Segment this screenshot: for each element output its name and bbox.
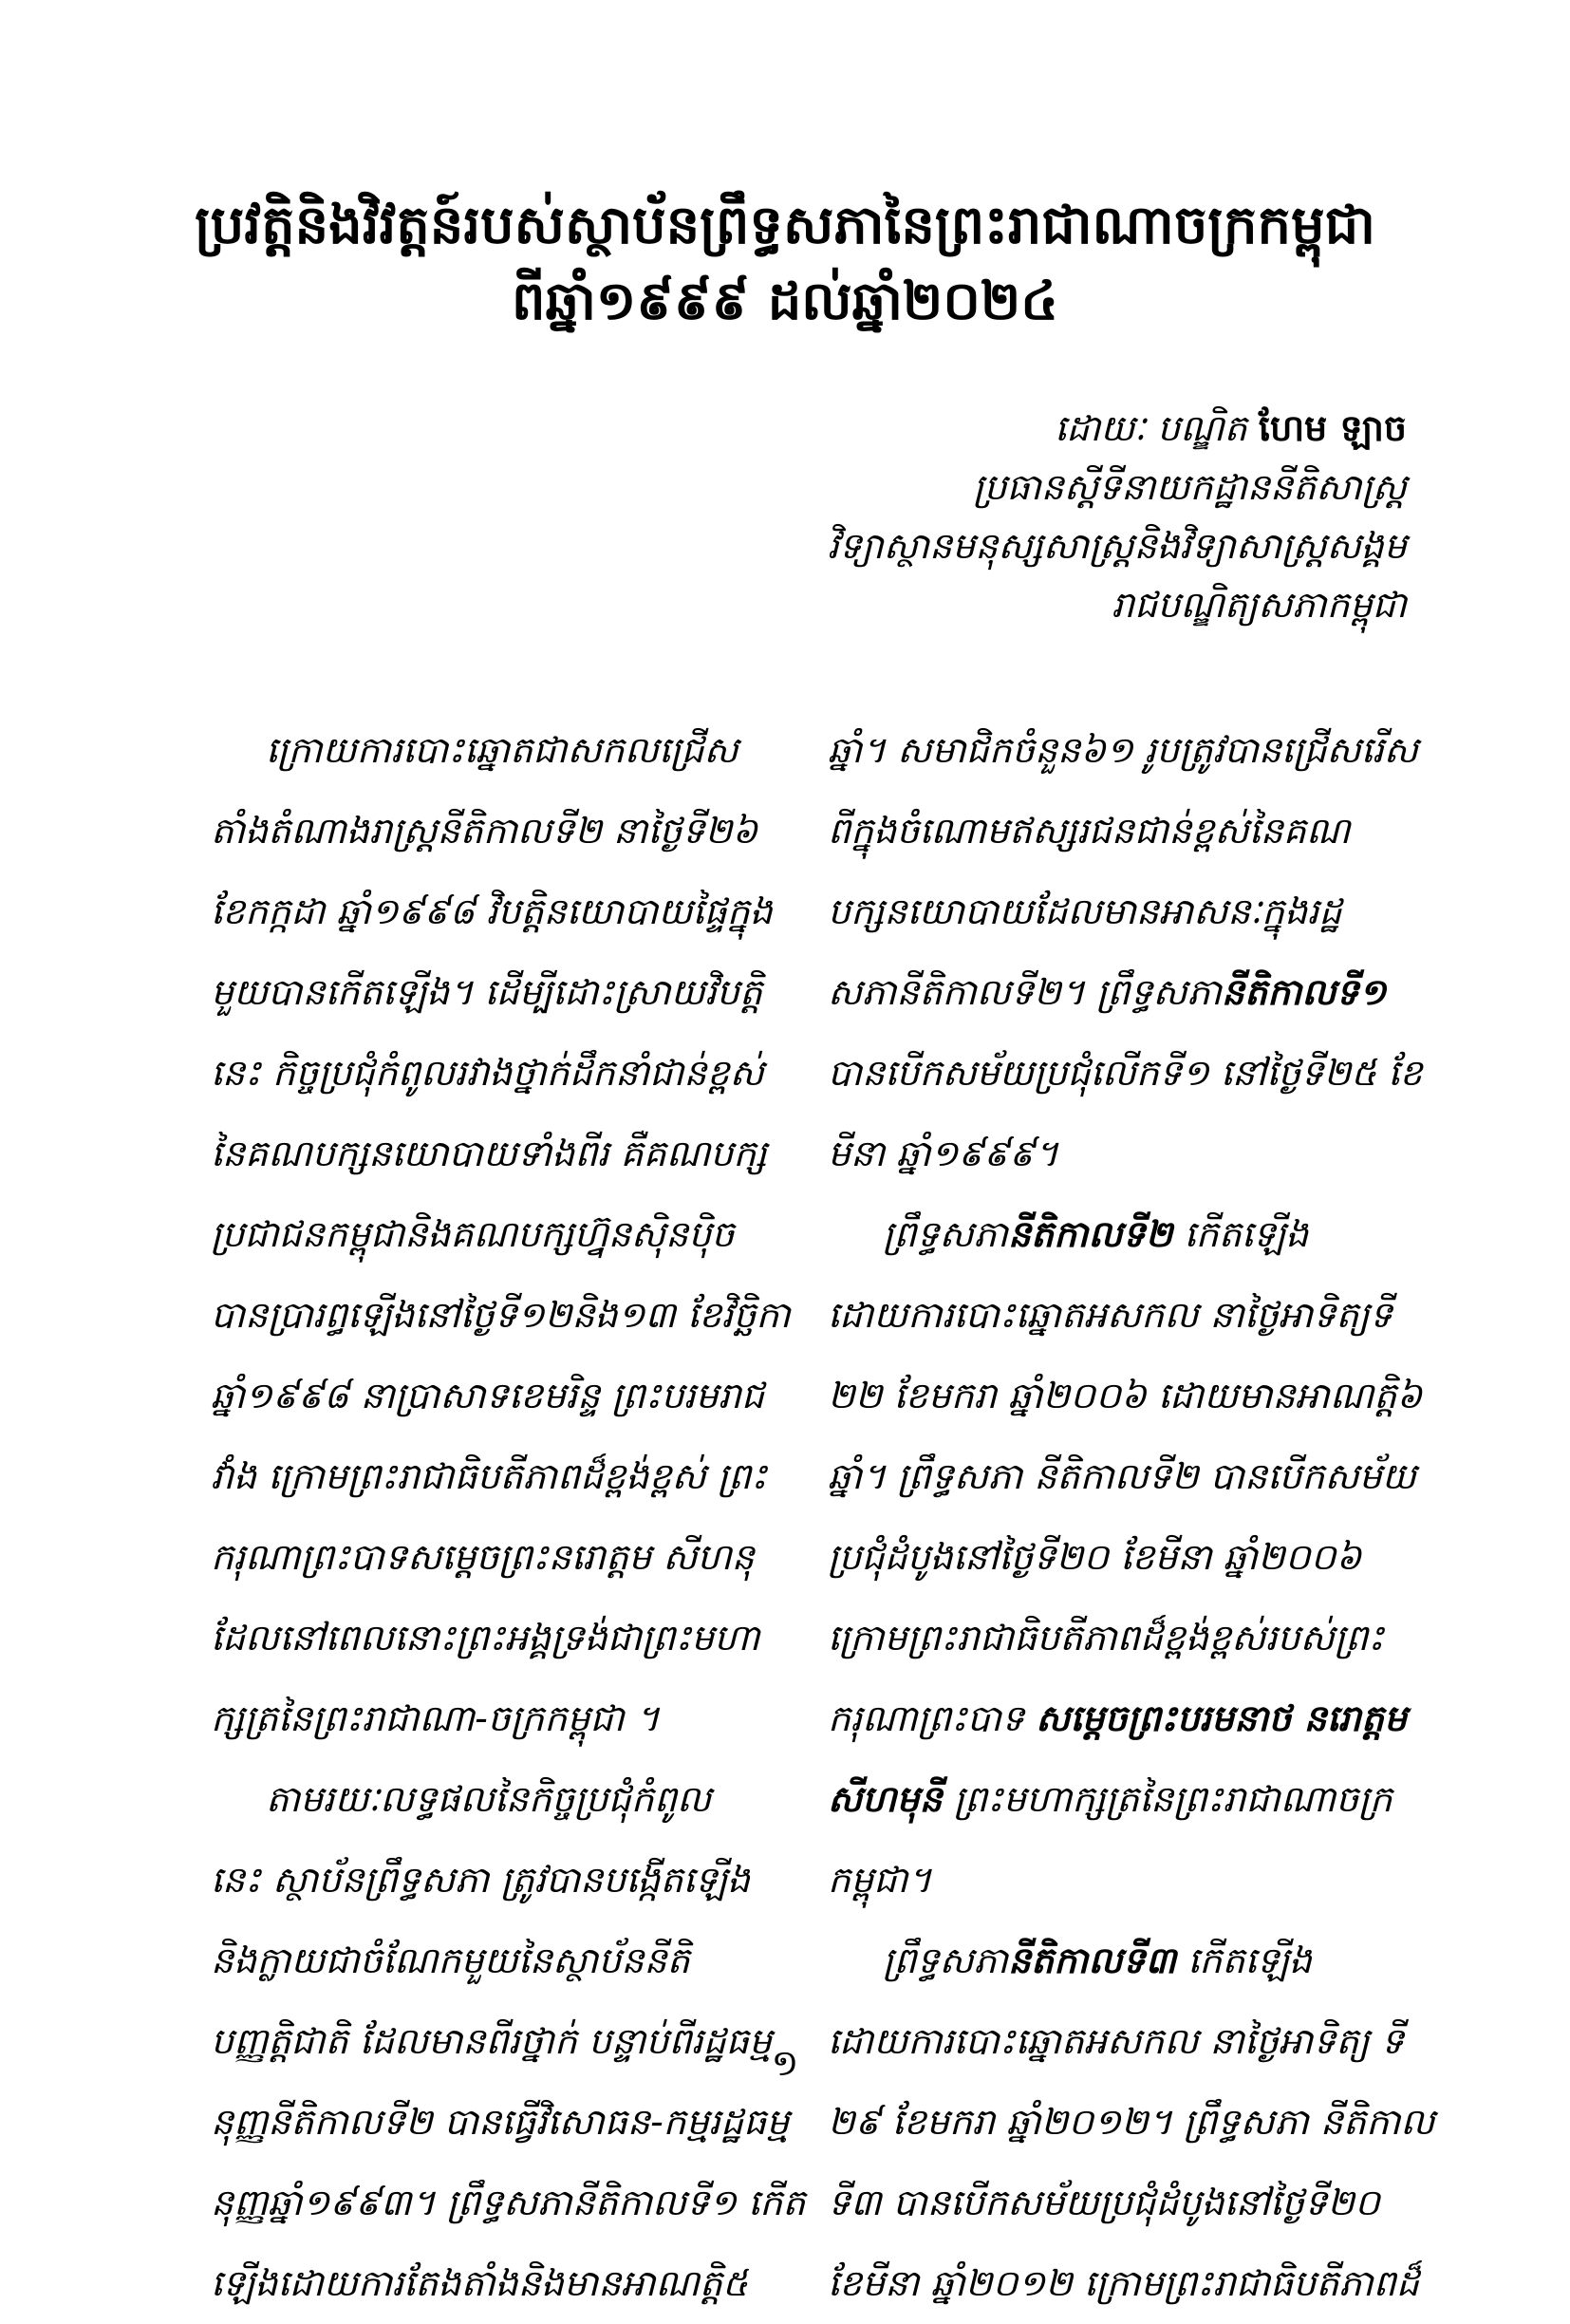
author-academy: រាជបណ្ឌិត្យសភាកម្ពុជា [1112, 584, 1407, 626]
body-text: សភានីតិកាលទី២។ ព្រឹទ្ធសភា [828, 971, 1222, 1013]
body-line [828, 952, 1387, 1033]
bold-term: សីហមុនី [828, 1778, 943, 1820]
bold-term: នីតិកាលទី២ [1007, 1213, 1173, 1255]
body-line [828, 1921, 1369, 2001]
document-title-line-2: ពីឆ្នាំ១៩៩៩ ដល់ឆ្នាំ២០២៤ [512, 271, 1058, 332]
body-line: បានប្រារព្ធឡើងនៅថ្ងៃទី១២និង១៣ ខែវិច្ឆិកា [211, 1294, 791, 1336]
body-line: ខែមីនា ឆ្នាំ២០១២ ក្រោមព្រះរាជាធិបតីភាពដ៏ [828, 2262, 1419, 2304]
body-line [828, 1759, 1392, 1840]
body-line: បក្សនយោបាយដែលមានអាសនៈក្នុងរដ្ឋ [828, 890, 1342, 932]
author-name: ហែម ឡាច [1258, 407, 1407, 449]
bold-term: សម្តេចព្រះបរមនាថ នរោត្តម [1036, 1697, 1408, 1739]
body-text: ព្រឹទ្ធសភា [883, 1940, 1008, 1981]
body-line: មួយបានកើតឡើង។ ដើម្បីដោះស្រាយវិបត្តិ [211, 971, 763, 1013]
body-line: ដោយការបោះឆ្នោតអសកល នាថ្ងៃអាទិត្យ ទី [828, 2020, 1404, 2062]
body-line: បានបើកសម័យប្រជុំលើកទី១ នៅថ្ងៃទី២៥ ខែ [828, 1052, 1423, 1094]
body-line: ឆ្នាំ។ ព្រឹទ្ធសភា នីតិកាលទី២ បានបើកសម័យ [828, 1455, 1416, 1497]
body-line: នុញ្ញឆ្នាំ១៩៩៣។ ព្រឹទ្ធសភានីតិកាលទី១ កើត [211, 2182, 806, 2223]
body-line: ឆ្នាំ១៩៩៨ នាប្រាសាទខេមរិន្ទ ព្រះបរមរាជ [211, 1375, 765, 1416]
author-by-prefix: ដោយៈ បណ្ឌិត [1055, 407, 1247, 449]
author-institute: វិទ្យាស្ថានមនុស្សសាស្ត្រនិងវិទ្យាសាស្ត្រសង្គម [827, 525, 1407, 567]
bold-term: នីតិកាលទី៣ [1007, 1940, 1177, 1981]
body-line: និងក្លាយជាចំណែកមួយនៃស្ថាប័ននីតិ [211, 1940, 690, 1981]
body-line: ក្សត្រនៃព្រះរាជាណា-ចក្រកម្ពុជា ។ [211, 1697, 660, 1739]
body-line: ២៩ ខែមករា ឆ្នាំ២០១២។ ព្រឹទ្ធសភា នីតិកាល [828, 2101, 1435, 2143]
body-text: កើតឡើង [1184, 1213, 1309, 1255]
body-line: ទី៣ បានបើកសម័យប្រជុំដំបូងនៅថ្ងៃទី២០ [828, 2182, 1380, 2223]
body-line [828, 1194, 1369, 1275]
bold-term: នីតិកាលទី១ [1221, 971, 1387, 1013]
document-title-line-1: ប្រវត្តិនិងវិវត្តន៍របស់ស្ថាប័នព្រឹទ្ធសភានៃព្រះរាជាណាចក្រកម្ពុជា [195, 195, 1375, 256]
body-text: ករុណាព្រះបាទ [828, 1697, 1025, 1739]
body-line: ក្រោយការបោះឆ្នោតជាសកលជ្រើស [266, 729, 738, 771]
body-line: វាំង ក្រោមព្រះរាជាធិបតីភាពដ៏ខ្ពង់ខ្ពស់ ព្រះ [211, 1455, 767, 1497]
body-line [828, 1678, 1408, 1759]
page-number: ១ [771, 2042, 799, 2084]
body-line: ខែកក្កដា ឆ្នាំ១៩៩៨ វិបត្តិនយោបាយផ្ទៃក្នុង [211, 890, 773, 932]
body-text: កើតឡើង [1187, 1940, 1313, 1981]
body-line: នេះ ស្ថាប័នព្រឹទ្ធសភា ត្រូវបានបង្កើតឡើង [211, 1859, 751, 1901]
body-line: មីនា ឆ្នាំ១៩៩៩។ [828, 1133, 1059, 1174]
body-line: ឡើងដោយការតែងតាំងនិងមានអាណត្តិ៥ [211, 2262, 748, 2304]
author-byline [552, 399, 1407, 458]
body-line: នៃគណបក្សនយោបាយទាំងពីរ គឺគណបក្ស [211, 1133, 767, 1174]
body-line: តាំងតំណាងរាស្ត្រនីតិកាលទី២ នាថ្ងៃទី២៦ [211, 810, 758, 852]
body-line: នុញ្ញនីតិកាលទី២ បានធ្វើវិសោធន-កម្មរដ្ឋធម្ម [211, 2101, 790, 2143]
body-line: ក្រោមព្រះរាជាធិបតីភាពដ៏ខ្ពង់ខ្ពស់របស់ព្រះ [828, 1617, 1384, 1659]
body-line: បញ្ញត្តិជាតិ ដែលមានពីរថ្នាក់ បន្ទាប់ពីរដ្ឋធម្ម [211, 2020, 773, 2062]
body-line: ឆ្នាំ។ សមាជិកចំនួន៦១ រូបត្រូវបានជ្រើសរើស [828, 729, 1418, 771]
body-text: ព្រះមហាក្សត្រនៃព្រះរាជាណាចក្រ [953, 1778, 1392, 1820]
body-line: ដែលនៅពេលនោះព្រះអង្គទ្រង់ជាព្រះមហា [211, 1617, 760, 1659]
body-line: កម្ពុជា។ [828, 1859, 932, 1901]
body-line: តាមរយៈលទ្ធផលនៃកិច្ចប្រជុំកំពូល [266, 1778, 712, 1820]
body-line: ប្រជាជនកម្ពុជានិងគណបក្សហ្វ៊ុនស៊ិនប៉ិច [211, 1213, 735, 1255]
body-line: ប្រជុំដំបូងនៅថ្ងៃទី២០ ខែមីនា ឆ្នាំ២០០៦ [828, 1536, 1362, 1578]
body-line: ករុណាព្រះបាទសម្តេចព្រះនរោត្តម សីហនុ [211, 1536, 755, 1578]
body-line: នេះ កិច្ចប្រជុំកំពូលរវាងថ្នាក់ដឹកនាំជាន់ខ្ពស់ [211, 1052, 764, 1094]
body-line: ដោយការបោះឆ្នោតអសកល នាថ្ងៃអាទិត្យទី [828, 1294, 1392, 1336]
body-line: ពីក្នុងចំណោមឥស្សរជនជាន់ខ្ពស់នៃគណ [828, 810, 1351, 852]
body-line: ២២ ខែមករា ឆ្នាំ២០០៦ ដោយមានអាណត្តិ៦ [828, 1375, 1423, 1416]
body-text: ព្រឹទ្ធសភា [883, 1213, 1008, 1255]
author-position: ប្រធានស្តីទីនាយកដ្ឋាននីតិសាស្ត្រ [973, 466, 1407, 508]
